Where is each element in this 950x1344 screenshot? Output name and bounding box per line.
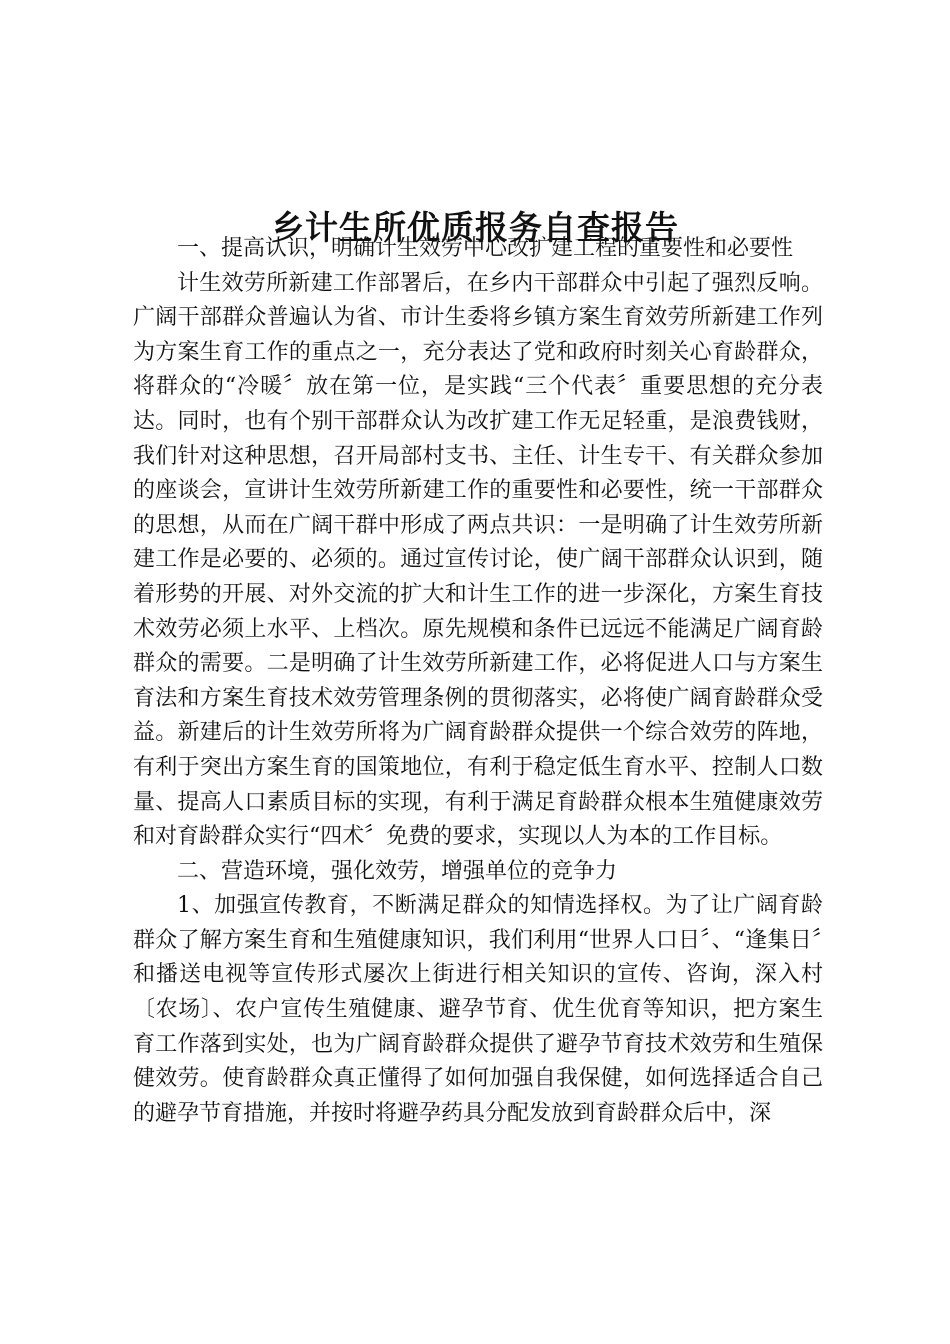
section-heading-1: 一、提高认识，明确计生效劳中心改扩建工程的重要性和必要性 xyxy=(177,236,794,261)
body-paragraph-2: 1、加强宣传教育，不断满足群众的知情选择权。为了让广阔育龄群众了解方案生育和生殖健康知识，我们利用“世界人口日〞、“逢集日〞和播送电视等宣传形式屡次上街进行相关知识的宣传、咨询，深入村〔农场〕、农户宣传生殖健康、避孕节育、优生优育等知识，把方案生育工作落到实处，也为广阔育龄群众提供了避孕节育技术效劳和生殖保健效劳。使育龄群众真正懂得了如何加强自我保健，如何选择适合自己的避孕节育措施，并按时将避孕药具分配发放到育龄群众后中，深 xyxy=(133,893,823,1126)
document-title: 乡计生所优质报务自查报告 xyxy=(271,208,679,248)
body-paragraph-1: 计生效劳所新建工作部署后，在乡内干部群众中引起了强烈反响。广阔干部群众普遍认为省、市计生委将乡镇方案生育效劳所新建工作列为方案生育工作的重点之一，充分表达了党和政府时刻关心育龄群众，将群众的“冷暖〞放在第一位，是实践“三个代表〞重要思想的充分表达。同时，也有个别干部群众认为改扩建工作无足轻重，是浪费钱财，我们针对这种思想，召开局部村支书、主任、计生专干、有关群众参加的座谈会，宣讲计生效劳所新建工作的重要性和必要性，统一干部群众的思想，从而在广阔干群中形成了两点共识：一是明确了计生效劳所新建工作是必要的、必须的。通过宣传讨论，使广阔干部群众认识到，随着形势的开展、对外交流的扩大和计生工作的进一步深化，方案生育技术效劳必须上水平、上档次。原先规模和条件已远远不能满足广阔育龄群众的需要。二是明确了计生效劳所新建工作，必将促进人口与方案生育法和方案生育技术效劳管理条例的贯彻落实，必将使广阔育龄群众受益。新建后的计生效劳所将为广阔育龄群众提供一个综合效劳的阵地，有利于突出方案生育的国策地位，有利于稳定低生育水平、控制人口数量、提高人口素质目标的实现，有利于满足育龄群众根本生殖健康效劳和对育龄群众实行“四术〞免费的要求，实现以人为本的工作目标。 xyxy=(133,270,823,850)
section-heading-2: 二、营造环境，强化效劳，增强单位的竞争力 xyxy=(177,858,618,884)
document-body xyxy=(133,232,823,1131)
